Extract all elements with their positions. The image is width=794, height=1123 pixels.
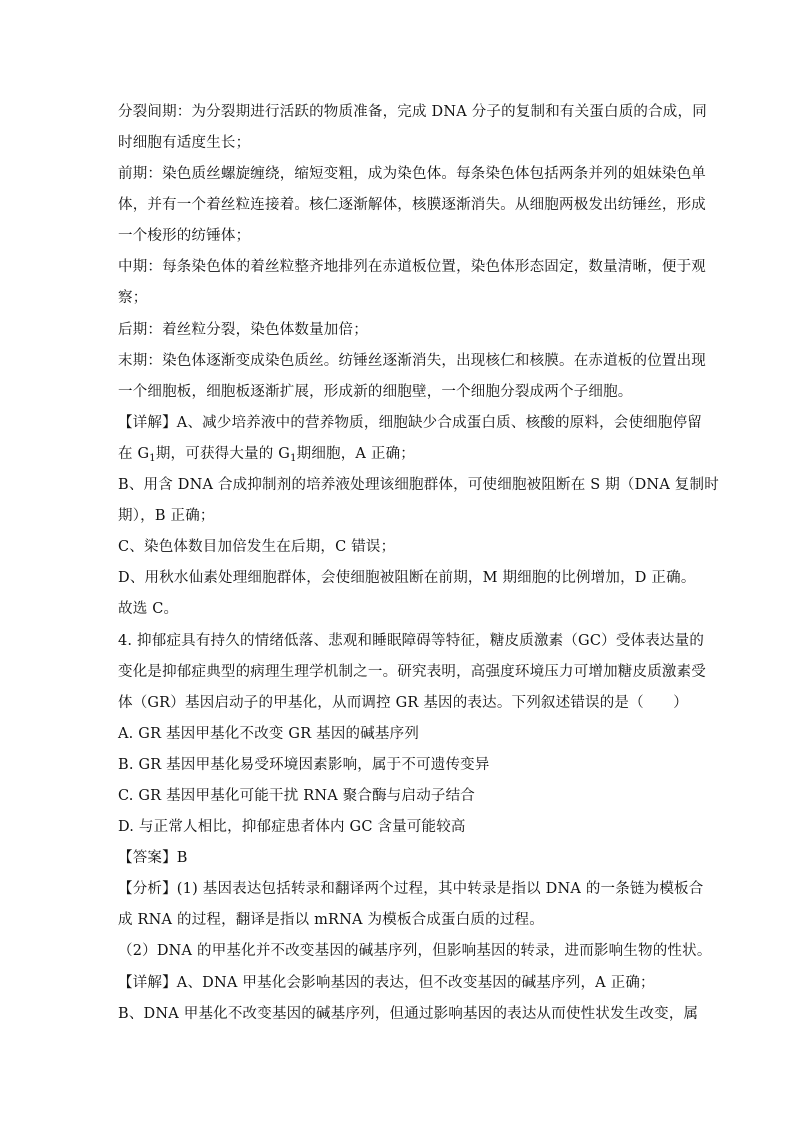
text-line: 分裂间期：为分裂期进行活跃的物质准备，完成 DNA 分子的复制和有关蛋白质的合成，同 [118,104,707,120]
option-a: A. GR 基因甲基化不改变 GR 基因的碱基序列 [118,726,420,742]
text-line: 察； [118,290,148,306]
text-line: B、用含 DNA 合成抑制剂的培养液处理该细胞群体，可使细胞被阻断在 S 期（DNA 复制时 [118,477,719,493]
option-d: D. 与正常人相比，抑郁症患者体内 GC 含量可能较高 [118,819,466,835]
question-text: 4. 抑郁症具有持久的情绪低落、悲观和睡眠障碍等特征，糖皮质激素（GC）受体表达量的 [118,633,705,649]
text-line: 时细胞有适度生长； [118,135,251,151]
text-line: 【详解】A、减少培养液中的营养物质，细胞缺少合成蛋白质、核酸的原料，会使细胞停留 [118,415,702,431]
g1-part2: 期，可获得大量的 G [155,446,291,462]
explanation-line: 【详解】A、DNA 甲基化会影响基因的表达，但不改变基因的碱基序列，A 正确； [118,975,655,991]
text-line: C、染色体数目加倍发生在后期，C 错误； [118,539,396,555]
text-line: 体，并有一个着丝粒连接着。核仁逐渐解体，核膜逐渐消失。从细胞两极发出纺锤丝，形成 [118,197,706,213]
g1-subscript: 1 [290,453,297,464]
text-line: 故选 C。 [118,601,179,617]
text-line: 中期：每条染色体的着丝粒整齐地排列在赤道板位置，染色体形态固定，数量清晰，便于观 [118,259,706,275]
analysis-line: 【分析】(1) 基因表达包括转录和翻译两个过程，其中转录是指以 DNA 的一条链为模板合 [118,881,704,897]
analysis-line: （2）DNA 的甲基化并不改变基因的碱基序列，但影响基因的转录，进而影响生物的性状。 [118,943,712,959]
text-line: 一个细胞板，细胞板逐渐扩展，形成新的细胞壁，一个细胞分裂成两个子细胞。 [118,384,633,400]
analysis-line: 成 RNA 的过程，翻译是指以 mRNA 为模板合成蛋白质的过程。 [118,912,544,928]
text-line: D、用秋水仙素处理细胞群体，会使细胞被阻断在前期，M 期细胞的比例增加，D 正确。 [118,570,696,586]
text-line: 期），B 正确； [118,508,215,524]
question-text: 变化是抑郁症典型的病理生理学机制之一。研究表明，高强度环境压力可增加糖皮质激素受 [118,664,706,680]
g1-part3: 期细胞，A 正确； [296,446,416,462]
text-line: 一个梭形的纺锤体； [118,228,251,244]
option-b: B. GR 基因甲基化易受环境因素影响，属于不可遗传变异 [118,757,490,773]
text-line: 前期：染色质丝螺旋缠绕，缩短变粗，成为染色体。每条染色体包括两条并列的姐妹染色单 [118,166,706,182]
g1-part1: 在 G [118,446,150,462]
text-line-g1 [118,444,415,464]
text-line: 后期：着丝粒分裂，染色体数量加倍； [118,322,368,338]
question-text: 体（GR）基因启动子的甲基化，从而调控 GR 基因的表达。下列叙述错误的是（ ） [118,695,688,711]
g1-subscript: 1 [149,453,156,464]
answer-line: 【答案】B [118,850,188,866]
explanation-line: B、DNA 甲基化不改变基因的碱基序列，但通过影响基因的表达从而使性状发生改变，属 [118,1006,699,1022]
option-c: C. GR 基因甲基化可能干扰 RNA 聚合酶与启动子结合 [118,788,475,804]
text-line: 末期：染色体逐渐变成染色质丝。纺锤丝逐渐消失，出现核仁和核膜。在赤道板的位置出现 [118,353,706,369]
